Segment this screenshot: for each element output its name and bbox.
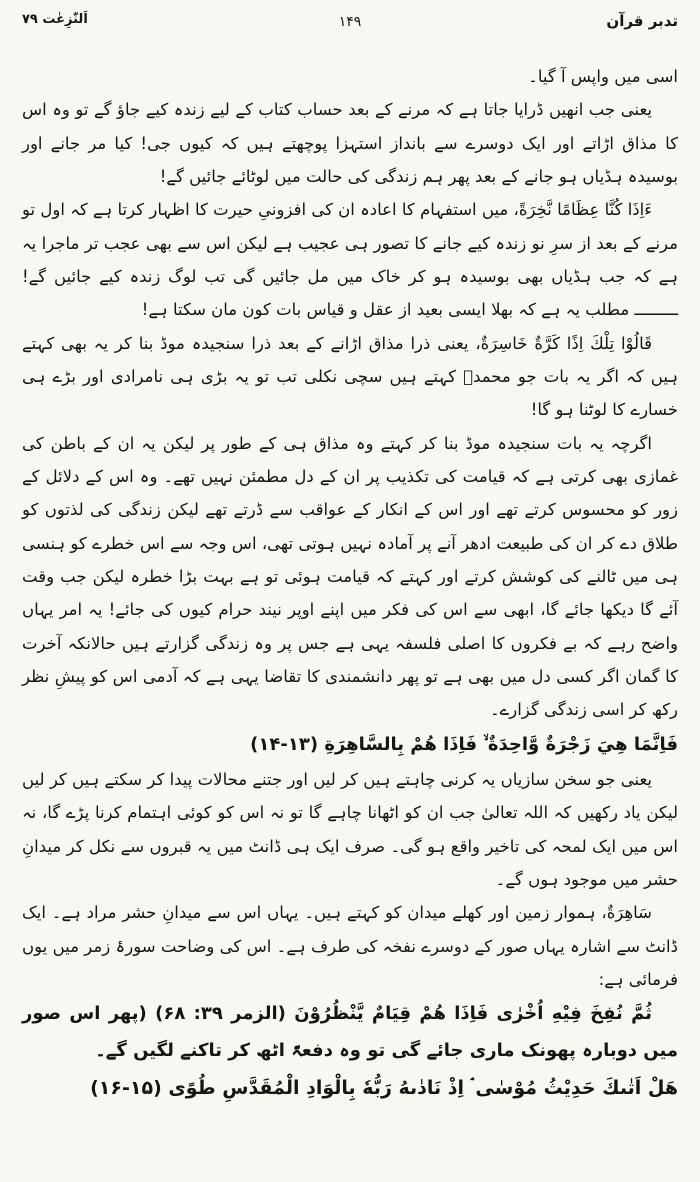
commentary-paragraph: سَاهِرَةٌ، ہموار زمین اور کھلے میدان کو کہتے ہیں۔ یہاں اس سے میدانِ حشر مراد ہے۔ ایک ڈانٹ سے اشارہ یہاں صور کے دوسرے نفخہ کی طرف ہے۔ اس کی وضاحت سورۂ زمر میں یوں فرمائی ہے: bbox=[22, 903, 678, 989]
page-content bbox=[22, 60, 678, 1107]
translation-closing-line: اسی میں واپس آ گیا۔ bbox=[528, 67, 678, 86]
commentary-paragraph: قَالُوْا تِلْكَ اِذًا كَرَّةٌ خَاسِرَةٌ، یعنی ذرا مذاق اڑانے کے بعد ذرا سنجیدہ موڈ بنا کر یہ بھی کہتے ہیں کہ اگر یہ بات جو محمدؐ کہتے ہیں سچی نکلی تب تو یہ بڑی ہی نامرادی اور بڑے ہی خسارے کا لوٹنا ہو گا! bbox=[22, 333, 678, 420]
commentary-paragraph: یعنی جب انھیں ڈرایا جاتا ہے کہ مرنے کے بعد حساب کتاب کے لیے زندہ کیے جاؤ گے تو وہ اس کا مذاق اڑاتے اور ایک دوسرے سے بانداز استہزا پوچھتے ہیں کہ کیوں جی! کیا مر جانے اور بوسیدہ ہڈیاں ہو جانے کے بعد پھر ہم زندگی کی حالت میں لوٹائے جائیں گے! bbox=[22, 100, 678, 186]
running-head-surah-title: اَلنّٰزِعٰت ۷۹ bbox=[22, 12, 88, 27]
quran-verse: فَاِنَّمَا هِيَ زَجْرَةٌ وَّاحِدَةٌ ۙ فَاِذَا هُمْ بِالسَّاهِرَةِ (۱۳-۱۴) bbox=[250, 733, 678, 755]
page-header bbox=[22, 12, 678, 30]
commentary-paragraph: یعنی جو سخن سازیاں یہ کرنی چاہتے ہیں کر لیں اور جتنے محالات پیدا کر سکتے ہیں کر لیں لیکن یاد رکھیں کہ اللہ تعالیٰ جب ان کو اٹھانا چاہے گا تو نہ اس کو کوئی اہتمام کرنا پڑے گا، نہ اس میں ایک لمحہ کی تاخیر واقع ہو گی۔ صرف ایک ہی ڈانٹ میں یہ قبروں سے نکل کر میدانِ حشر میں موجود ہوں گے۔ bbox=[22, 769, 678, 889]
running-head-book-title: تدبر قرآن bbox=[606, 12, 678, 30]
page-number: ۱۴۹ bbox=[338, 14, 362, 30]
quran-verse: هَلْ اَتٰىكَ حَدِيْثُ مُوْسٰى ۘ اِذْ نَادٰىهُ رَبُّهٗ بِالْوَادِ الْمُقَدَّسِ طُوًى (۱۵-۱۶) bbox=[90, 1076, 678, 1099]
commentary-paragraph: اگرچہ یہ بات سنجیدہ موڈ بنا کر کہتے وہ مذاق ہی کے طور پر لیکن یہ ان کے باطن کی غمازی بھی کرتی ہے کہ قیامت کی تکذیب پر ان کے دل مطمئن نہیں تھے۔ وہ اس کے دلائل کے زور کو محسوس کرتے تھے اور اس کے انکار کے عواقب سے ڈرتے تھے لیکن زندگی کی لذتوں کو طلاق دے کر ان کی طبیعت ادھر آنے پر آمادہ نہیں ہوتی تھی، اس وجہ سے اس خطرے کو ہنسی ہی میں ٹالنے کی کوشش کرتے اور کہتے کہ قیامت ہوئی تو ہے بہت بڑا خطرہ لیکن جب وقت آئے گا دیکھا جائے گا، ابھی سے اس کی فکر میں اپنے اوپر نیند حرام کیوں کی جائے! یہ امر یہاں واضح رہے کہ بے فکروں کا اصلی فلسفہ یہی ہے جس پر وہ زندگی گزارتے ہیں حالانکہ آخرت کا گمان اگر کسی دل میں بھی ہے تو پھر دانشمندی کا تقاضا یہی ہے کہ آدمی اس کو پیشِ نظر رکھ کر اسی زندگی گزارے۔ bbox=[22, 433, 678, 720]
commentary-paragraph: ءَاِذَا كُنَّا عِظَامًا نَّخِرَةً، میں استفہام کا اعادہ ان کی افزونیِ حیرت کا اظہار کرتا ہے کہ اول تو مرنے کے بعد از سرِ نو زندہ کیے جانے کا تصور ہی عجیب ہے لیکن اس سے بھی عجب تر ماجرا یہ ہے کہ جب ہڈیاں بھی بوسیدہ ہو کر خاک میں مل جائیں گی تب لوگ زندہ کیے جائیں گے! ـــــــــ مطلب یہ ہے کہ بھلا ایسی بعید از عقل و قیاس بات کون مان سکتا ہے! bbox=[22, 200, 678, 320]
quran-verse-with-translation: ثُمَّ نُفِخَ فِيْهِ اُخْرٰى فَاِذَا هُمْ قِيَامٌ يَّنْظُرُوْنَ (الزمر ۳۹: ۶۸) (پھر اس صور میں دوبارہ پھونک ماری جائے گی تو وہ دفعۃً اٹھ کر تاکنے لگیں گے۔ bbox=[22, 1003, 678, 1061]
